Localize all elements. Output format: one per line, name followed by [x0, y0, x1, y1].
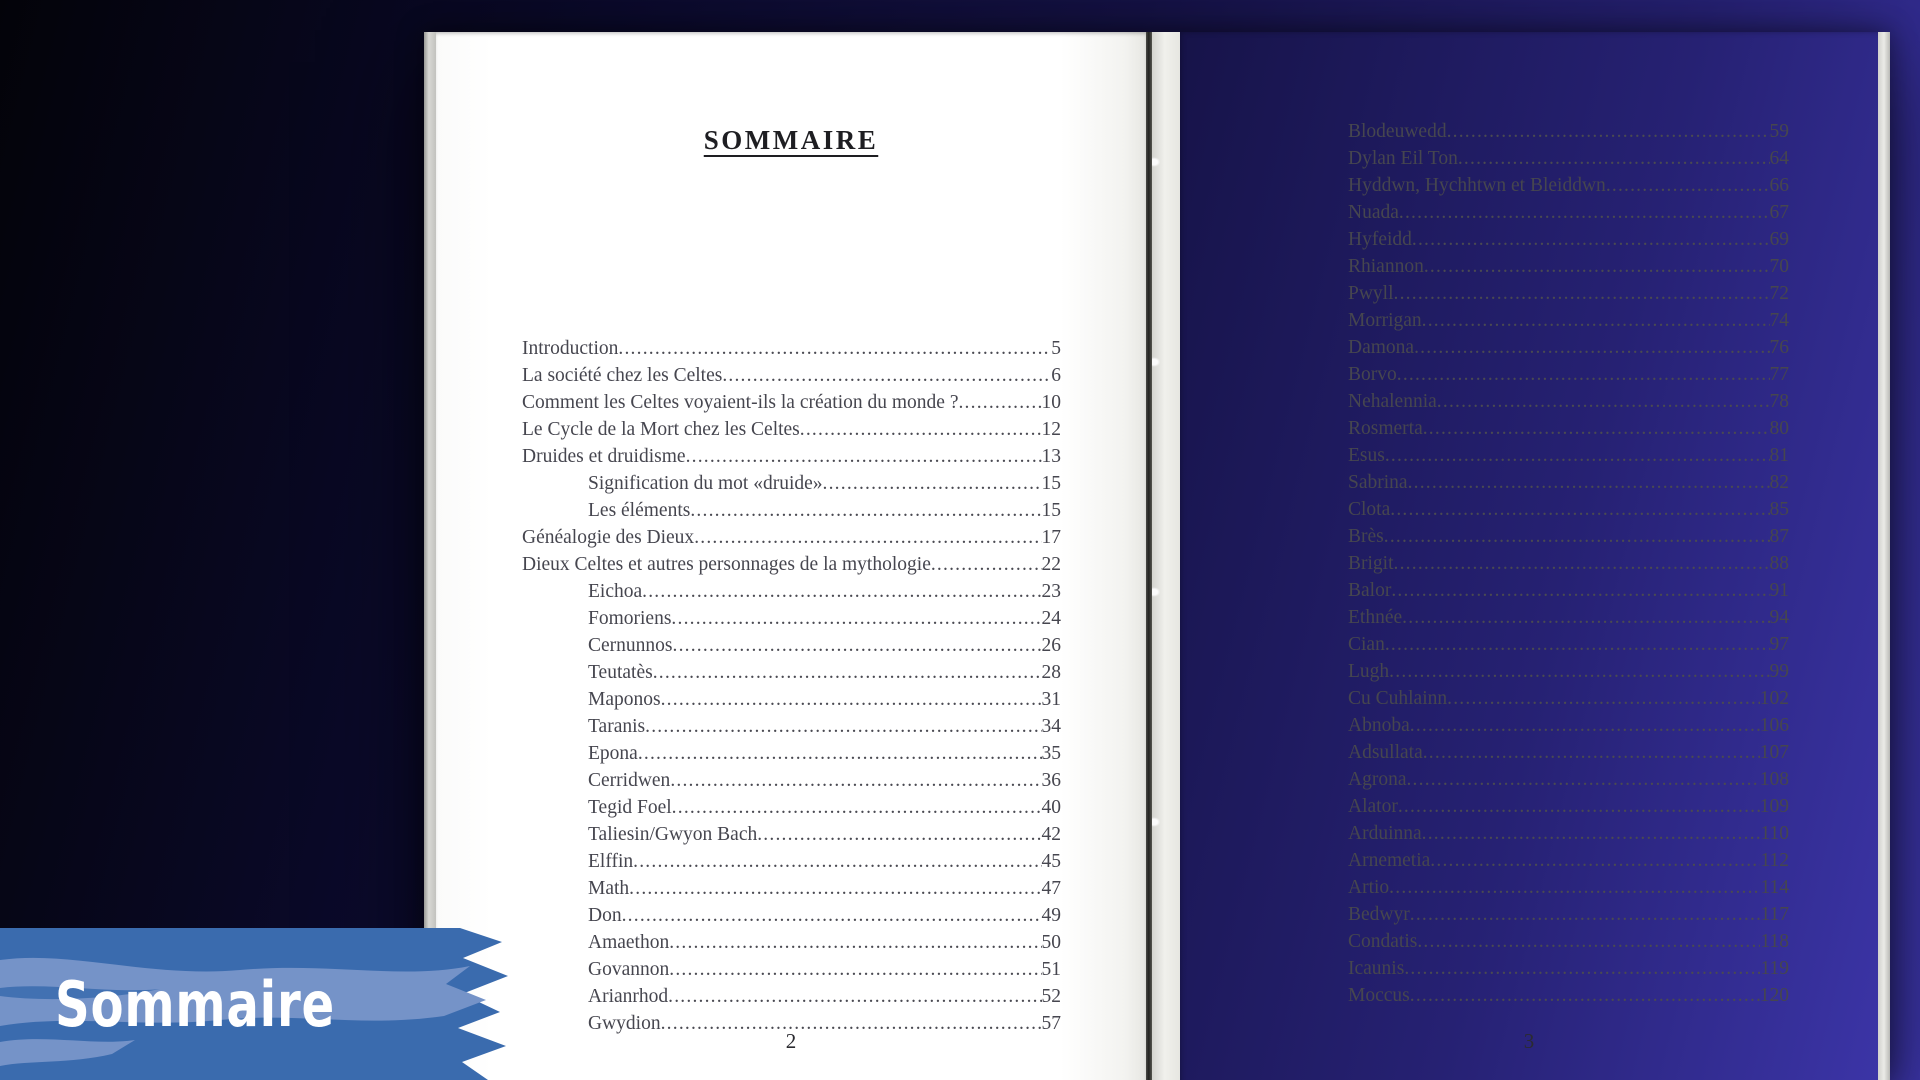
toc-entry-page-number: 108	[1759, 769, 1789, 790]
toc-entry-label: Taranis	[588, 716, 646, 737]
toc-leader-dots	[661, 686, 1042, 713]
toc-leader-dots	[618, 335, 1051, 362]
toc-entry-page-number: 74	[1769, 310, 1789, 331]
toc-leader-dots	[1406, 766, 1759, 793]
toc-entry	[1348, 928, 1789, 955]
toc-entry-page-number: 6	[1051, 365, 1061, 386]
toc-entry-page-number: 70	[1769, 256, 1789, 277]
toc-entry	[1348, 955, 1789, 982]
toc-entry-label: Math	[588, 878, 630, 899]
toc-leader-dots	[1398, 793, 1760, 820]
toc-entry	[522, 929, 1061, 956]
toc-entry-label: Alator	[1348, 796, 1398, 817]
toc-entry-label: Balor	[1348, 580, 1392, 601]
toc-leader-dots	[1422, 307, 1770, 334]
toc-entry-label: Govannon	[588, 959, 670, 980]
toc-entry-label: Dieux Celtes et autres personnages de la mythologie	[522, 554, 931, 575]
toc-entry	[522, 578, 1061, 605]
toc-entry-page-number: 114	[1760, 877, 1789, 898]
toc-entry-page-number: 117	[1760, 904, 1789, 925]
toc-entry-label: Teutatès	[588, 662, 653, 683]
toc-entry-page-number: 31	[1041, 689, 1061, 710]
toc-entry-page-number: 24	[1041, 608, 1061, 629]
toc-entry-page-number: 40	[1041, 797, 1061, 818]
toc-entry-label: Lugh	[1348, 661, 1390, 682]
toc-leader-dots	[1391, 577, 1769, 604]
toc-leader-dots	[1402, 604, 1769, 631]
toc-leader-dots	[1437, 388, 1770, 415]
toc-leader-dots	[1447, 118, 1770, 145]
book-spine	[1146, 32, 1180, 1080]
toc-entry-label: Maponos	[588, 689, 661, 710]
toc-entry	[522, 983, 1061, 1010]
toc-entry-label: Clota	[1348, 499, 1391, 520]
toc-entry	[1348, 577, 1789, 604]
toc-entry-page-number: 59	[1769, 121, 1789, 142]
toc-leader-dots	[645, 713, 1041, 740]
toc-entry-page-number: 67	[1769, 202, 1789, 223]
toc-entry-label: Artio	[1348, 877, 1390, 898]
toc-entry	[522, 848, 1061, 875]
toc-entry-page-number: 110	[1760, 823, 1789, 844]
toc-leader-dots	[633, 848, 1041, 875]
toc-entry	[522, 443, 1061, 470]
toc-entry-label: Druides et druidisme	[522, 446, 686, 467]
left-page-number: 2	[785, 1029, 797, 1053]
toc-entry-page-number: 102	[1759, 688, 1789, 709]
toc-entry-page-number: 17	[1041, 527, 1061, 548]
toc-entry	[522, 605, 1061, 632]
toc-leader-dots	[1394, 280, 1770, 307]
toc-entry-page-number: 15	[1041, 500, 1061, 521]
toc-entry-page-number: 13	[1041, 446, 1061, 467]
toc-entry	[522, 470, 1061, 497]
toc-entry	[1348, 496, 1789, 523]
toc-entry-page-number: 42	[1041, 824, 1061, 845]
toc-entry-page-number: 107	[1759, 742, 1789, 763]
toc-entry-page-number: 85	[1769, 499, 1789, 520]
toc-entry-label: Hyddwn, Hychhtwn et Bleiddwn	[1348, 175, 1606, 196]
toc-entry-page-number: 78	[1769, 391, 1789, 412]
toc-leader-dots	[931, 551, 1042, 578]
toc-entry-page-number: 87	[1769, 526, 1789, 547]
toc-entry-page-number: 119	[1760, 958, 1789, 979]
toc-entry	[1348, 334, 1789, 361]
toc-entry-label: Arnemetia	[1348, 850, 1431, 871]
toc-leader-dots	[1410, 901, 1761, 928]
toc-leader-dots	[1389, 874, 1760, 901]
toc-entry-label: Fomoriens	[588, 608, 672, 629]
toc-entry-label: Blodeuwedd	[1348, 121, 1447, 142]
toc-entry-label: Agrona	[1348, 769, 1407, 790]
toc-entry-label: Eichoa	[588, 581, 643, 602]
toc-entry	[522, 551, 1061, 578]
toc-entry-label: Nehalennia	[1348, 391, 1437, 412]
toc-entry	[1348, 658, 1789, 685]
toc-leader-dots	[686, 443, 1042, 470]
toc-entry-label: Elffin	[588, 851, 634, 872]
toc-entry-page-number: 50	[1041, 932, 1061, 953]
toc-entry	[522, 416, 1061, 443]
toc-entry-label: Rhiannon	[1348, 256, 1424, 277]
toc-leader-dots	[722, 362, 1051, 389]
toc-entry	[1348, 874, 1789, 901]
right-page	[1180, 32, 1878, 1080]
toc-entry-label: Cernunnos	[588, 635, 673, 656]
left-page-edge-stack	[424, 32, 436, 1080]
toc-entry-label: Damona	[1348, 337, 1415, 358]
toc-leader-dots	[1385, 442, 1770, 469]
toc-entry-page-number: 47	[1041, 878, 1061, 899]
toc-entry-page-number: 99	[1769, 661, 1789, 682]
toc-entry-page-number: 76	[1769, 337, 1789, 358]
toc-entry	[1348, 361, 1789, 388]
toc-entry	[1348, 199, 1789, 226]
toc-entry	[1348, 847, 1789, 874]
toc-entry-page-number: 77	[1769, 364, 1789, 385]
toc-leader-dots	[1385, 631, 1770, 658]
toc-entry-page-number: 10	[1041, 392, 1061, 413]
toc-entry-label: Les éléments	[588, 500, 691, 521]
toc-leader-dots	[653, 659, 1042, 686]
toc-leader-dots	[1423, 739, 1760, 766]
toc-entry-label: Le Cycle de la Mort chez les Celtes	[522, 419, 800, 440]
toc-entry	[1348, 982, 1789, 1009]
toc-entry-label: Morrigan	[1348, 310, 1422, 331]
toc-entry-label: Cerridwen	[588, 770, 671, 791]
toc-entry-label: Taliesin/Gwyon Bach	[588, 824, 758, 845]
toc-entry-page-number: 112	[1760, 850, 1789, 871]
toc-leader-dots	[668, 983, 1041, 1010]
toc-entry	[522, 686, 1061, 713]
toc-entry-page-number: 36	[1041, 770, 1061, 791]
toc-entry-label: Don	[588, 905, 622, 926]
toc-entry-page-number: 81	[1769, 445, 1789, 466]
toc-entry-label: Icaunis	[1348, 958, 1405, 979]
toc-entry	[522, 497, 1061, 524]
toc-entry-page-number: 109	[1759, 796, 1789, 817]
toc-leader-dots	[1424, 253, 1770, 280]
toc-leader-dots	[669, 956, 1041, 983]
toc-entry-label: Amaethon	[588, 932, 670, 953]
toc-entry-page-number: 15	[1041, 473, 1061, 494]
toc-leader-dots	[1606, 172, 1770, 199]
toc-entry	[1348, 280, 1789, 307]
toc-leader-dots	[622, 902, 1042, 929]
toc-entry-label: La société chez les Celtes	[522, 365, 723, 386]
banner-label: Sommaire	[55, 968, 335, 1041]
toc-entry-label: Cu Cuhlainn	[1348, 688, 1448, 709]
toc-entry-page-number: 72	[1769, 283, 1789, 304]
toc-entry-page-number: 66	[1769, 175, 1789, 196]
toc-entry-label: Sabrina	[1348, 472, 1408, 493]
toc-entry-page-number: 52	[1041, 986, 1061, 1007]
toc-leader-dots	[1410, 712, 1760, 739]
toc-entry-label: Nuada	[1348, 202, 1399, 223]
toc-entry	[522, 524, 1061, 551]
toc-leader-dots	[1397, 361, 1770, 388]
toc-entry-page-number: 23	[1041, 581, 1061, 602]
toc-entry-page-number: 94	[1769, 607, 1789, 628]
toc-leader-dots	[1412, 226, 1770, 253]
toc-entry	[522, 902, 1061, 929]
toc-entry-label: Dylan Eil Ton	[1348, 148, 1458, 169]
toc-entry-page-number: 12	[1041, 419, 1061, 440]
left-toc-list	[522, 335, 1061, 1037]
toc-entry-page-number: 120	[1759, 985, 1789, 1006]
toc-entry-label: Cian	[1348, 634, 1385, 655]
toc-entry-page-number: 88	[1769, 553, 1789, 574]
toc-entry	[522, 389, 1061, 416]
toc-entry	[1348, 253, 1789, 280]
toc-leader-dots	[671, 605, 1041, 632]
toc-entry	[1348, 469, 1789, 496]
toc-entry-label: Signification du mot «druide»	[588, 473, 823, 494]
toc-entry-label: Condatis	[1348, 931, 1418, 952]
toc-entry	[1348, 172, 1789, 199]
toc-entry-page-number: 57	[1041, 1013, 1061, 1034]
toc-entry	[1348, 712, 1789, 739]
toc-entry	[1348, 442, 1789, 469]
toc-entry-label: Rosmerta	[1348, 418, 1423, 439]
toc-leader-dots	[642, 578, 1041, 605]
toc-entry	[522, 821, 1061, 848]
toc-leader-dots	[958, 389, 1041, 416]
toc-leader-dots	[1447, 685, 1760, 712]
toc-leader-dots	[1414, 334, 1769, 361]
toc-entry-label: Généalogie des Dieux	[522, 527, 695, 548]
toc-leader-dots	[1423, 415, 1770, 442]
spine-leaf-stack	[1152, 32, 1180, 1080]
right-page-number: 3	[1523, 1029, 1535, 1053]
toc-entry-page-number: 51	[1041, 959, 1061, 980]
toc-entry	[522, 335, 1061, 362]
toc-entry	[522, 794, 1061, 821]
left-page	[436, 32, 1146, 1080]
toc-entry	[1348, 226, 1789, 253]
toc-entry-label: Introduction	[522, 338, 619, 359]
toc-entry	[1348, 820, 1789, 847]
toc-leader-dots	[690, 497, 1041, 524]
toc-entry-label: Adsullata	[1348, 742, 1423, 763]
toc-entry	[1348, 604, 1789, 631]
toc-leader-dots	[1384, 523, 1770, 550]
toc-leader-dots	[1422, 820, 1761, 847]
toc-entry-label: Ethnée	[1348, 607, 1403, 628]
toc-leader-dots	[1389, 658, 1769, 685]
toc-leader-dots	[1430, 847, 1760, 874]
toc-entry	[522, 659, 1061, 686]
toc-entry	[1348, 793, 1789, 820]
toc-leader-dots	[1404, 955, 1760, 982]
toc-entry-page-number: 5	[1051, 338, 1061, 359]
toc-entry-page-number: 34	[1041, 716, 1061, 737]
toc-entry-page-number: 118	[1760, 931, 1789, 952]
toc-leader-dots	[669, 929, 1041, 956]
toc-entry-page-number: 22	[1041, 554, 1061, 575]
toc-entry	[1348, 523, 1789, 550]
toc-leader-dots	[757, 821, 1041, 848]
toc-entry	[1348, 118, 1789, 145]
toc-entry-label: Brigit	[1348, 553, 1394, 574]
book-spread	[424, 32, 1890, 1080]
toc-entry-page-number: 82	[1769, 472, 1789, 493]
toc-title: SOMMAIRE	[703, 125, 879, 155]
toc-leader-dots	[823, 470, 1042, 497]
toc-entry	[1348, 550, 1789, 577]
toc-entry-label: Esus	[1348, 445, 1385, 466]
toc-entry	[522, 362, 1061, 389]
toc-leader-dots	[673, 632, 1042, 659]
toc-entry-page-number: 64	[1769, 148, 1789, 169]
toc-entry-page-number: 91	[1769, 580, 1789, 601]
toc-entry	[1348, 415, 1789, 442]
toc-entry-page-number: 106	[1759, 715, 1789, 736]
toc-leader-dots	[672, 794, 1042, 821]
toc-entry-label: Gwydion	[588, 1013, 661, 1034]
toc-leader-dots	[670, 767, 1041, 794]
toc-entry	[1348, 685, 1789, 712]
toc-entry	[1348, 145, 1789, 172]
toc-leader-dots	[629, 875, 1041, 902]
toc-entry-label: Epona	[588, 743, 638, 764]
toc-leader-dots	[1399, 199, 1770, 226]
toc-entry-label: Moccus	[1348, 985, 1410, 1006]
toc-leader-dots	[1390, 496, 1769, 523]
toc-entry-label: Hyfeidd	[1348, 229, 1412, 250]
right-toc-list	[1348, 118, 1789, 1009]
toc-entry-label: Tegid Foel	[588, 797, 672, 818]
toc-leader-dots	[1417, 928, 1760, 955]
toc-entry-page-number: 80	[1769, 418, 1789, 439]
toc-entry-page-number: 26	[1041, 635, 1061, 656]
toc-entry-label: Bedwyr	[1348, 904, 1410, 925]
toc-entry	[1348, 739, 1789, 766]
sommaire-banner	[0, 924, 515, 1080]
toc-entry	[522, 767, 1061, 794]
toc-entry-page-number: 97	[1769, 634, 1789, 655]
toc-entry	[1348, 307, 1789, 334]
toc-entry	[1348, 388, 1789, 415]
toc-entry	[522, 740, 1061, 767]
toc-entry	[522, 713, 1061, 740]
right-page-edge-stack	[1878, 32, 1890, 1080]
toc-entry-label: Pwyll	[1348, 283, 1394, 304]
toc-entry	[1348, 901, 1789, 928]
toc-entry-label: Brès	[1348, 526, 1384, 547]
toc-entry-page-number: 69	[1769, 229, 1789, 250]
toc-entry-label: Arianrhod	[588, 986, 669, 1007]
toc-entry	[522, 632, 1061, 659]
toc-leader-dots	[1410, 982, 1760, 1009]
toc-entry-page-number: 35	[1041, 743, 1061, 764]
toc-leader-dots	[694, 524, 1041, 551]
toc-entry-page-number: 28	[1041, 662, 1061, 683]
toc-leader-dots	[1458, 145, 1770, 172]
toc-leader-dots	[1394, 550, 1770, 577]
toc-entry	[1348, 766, 1789, 793]
toc-entry	[522, 875, 1061, 902]
toc-leader-dots	[1408, 469, 1770, 496]
toc-leader-dots	[638, 740, 1042, 767]
toc-entry	[1348, 631, 1789, 658]
toc-entry-label: Arduinna	[1348, 823, 1422, 844]
toc-entry-label: Borvo	[1348, 364, 1397, 385]
toc-entry-label: Abnoba	[1348, 715, 1410, 736]
toc-entry-label: Comment les Celtes voyaient-ils la création du monde ?	[522, 392, 959, 413]
toc-entry-page-number: 45	[1041, 851, 1061, 872]
toc-entry	[522, 956, 1061, 983]
toc-entry-page-number: 49	[1041, 905, 1061, 926]
toc-leader-dots	[800, 416, 1042, 443]
